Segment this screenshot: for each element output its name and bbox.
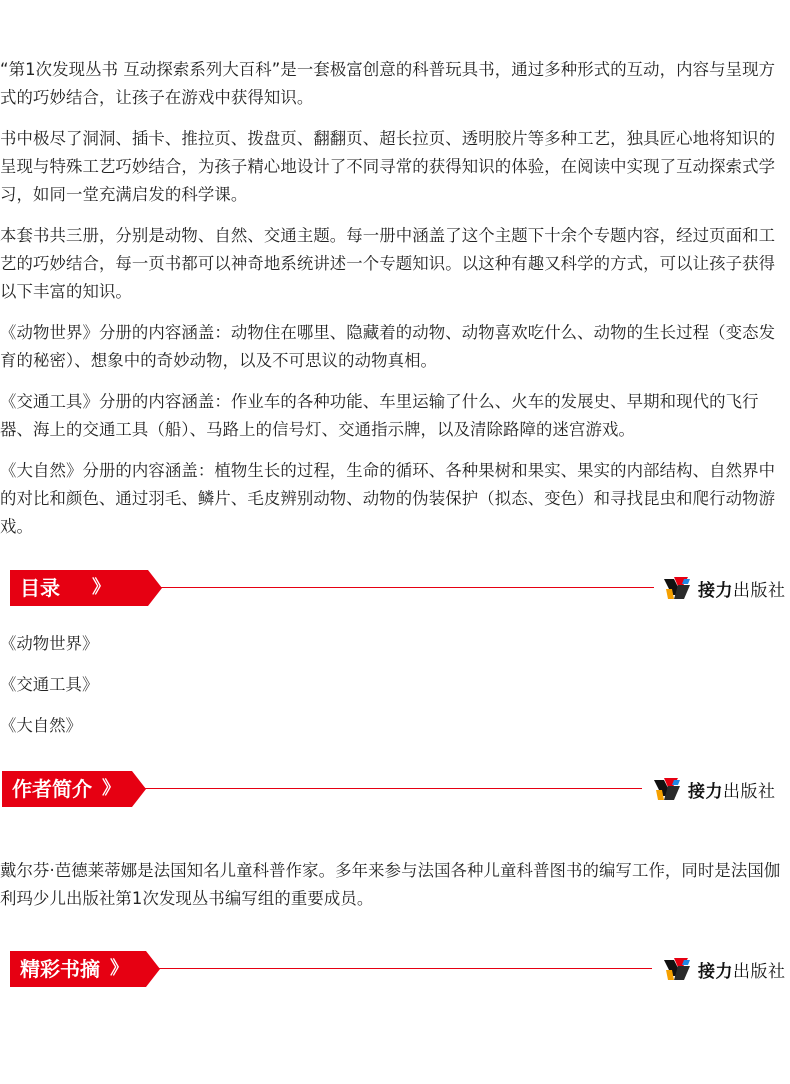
section-title-toc: 目录 (20, 576, 60, 600)
jieli-publisher-logo-icon (652, 776, 682, 802)
publisher-brand (662, 572, 786, 604)
publisher-brand (652, 773, 776, 805)
section-divider-line (150, 968, 652, 969)
section-header-author (0, 769, 790, 809)
publisher-name: 接力出版社 (688, 781, 776, 802)
ribbon-arrow-tip (146, 951, 160, 987)
intro-paragraph-1: “第1次发现丛书 互动探索系列大百科”是一套极富创意的科普玩具书，通过多种形式的互动，内容与呈现方式的巧妙结合，让孩子在游戏中获得知识。 (0, 60, 776, 107)
section-divider-line (150, 587, 654, 588)
table-of-contents (0, 630, 400, 753)
ribbon-arrow-tip (148, 570, 162, 606)
section-header-excerpt (0, 949, 790, 989)
section-divider-line (142, 788, 642, 789)
double-chevron-icon: 》 (110, 958, 124, 979)
toc-item: 《动物世界》 (0, 634, 99, 653)
section-title-excerpt: 精彩书摘 (20, 957, 100, 981)
section-ribbon-body (10, 951, 146, 987)
intro-paragraph-3: 本套书共三册，分别是动物、自然、交通主题。每一册中涵盖了这个主题下十余个专题内容，经过页面和工艺的巧妙结合，每一页书都可以神奇地系统讲述一个专题知识。以这种有趣又科学的方式，可以让孩子获得以下丰富的知识。 (0, 226, 776, 301)
double-chevron-icon: 》 (92, 577, 106, 598)
publisher-brand (662, 953, 786, 985)
jieli-publisher-logo-icon (662, 956, 692, 982)
author-paragraph: 戴尔芬·芭德莱蒂娜是法国知名儿童科普作家。多年来参与法国各种儿童科普图书的编写工作，同时是法国伽利玛少儿出版社第1次发现丛书编写组的重要成员。 (0, 861, 781, 908)
section-title-author: 作者简介 (12, 777, 92, 801)
publisher-name: 接力出版社 (698, 580, 786, 601)
section-ribbon (10, 570, 162, 606)
intro-paragraph-2: 书中极尽了洞洞、插卡、推拉页、拨盘页、翻翻页、超长拉页、透明胶片等多种工艺，独具匠心地将知识的呈现与特殊工艺巧妙结合，为孩子精心地设计了不同寻常的获得知识的体验，在阅读中实现了互动探索式学习，如同一堂充满启发的科学课。 (0, 129, 776, 204)
double-chevron-icon: 》 (102, 778, 116, 799)
publisher-name: 接力出版社 (698, 961, 786, 982)
intro-paragraph-6: 《大自然》分册的内容涵盖：植物生长的过程，生命的循环、各种果树和果实、果实的内部结构、自然界中的对比和颜色、通过羽毛、鳞片、毛皮辨别动物、动物的伪装保护（拟态、变色）和寻找昆虫和爬行动物游戏。 (0, 461, 776, 536)
toc-item: 《交通工具》 (0, 675, 99, 694)
section-ribbon-body (2, 771, 132, 807)
jieli-publisher-logo-icon (662, 575, 692, 601)
book-introduction (0, 56, 788, 554)
toc-item: 《大自然》 (0, 716, 82, 735)
author-introduction (0, 857, 788, 926)
intro-paragraph-5: 《交通工具》分册的内容涵盖：作业车的各种功能、车里运输了什么、火车的发展史、早期和现代的飞行器、海上的交通工具（船）、马路上的信号灯、交通指示牌，以及清除路障的迷宫游戏。 (0, 392, 759, 439)
section-header-toc (0, 568, 790, 608)
section-ribbon (2, 771, 146, 807)
section-ribbon (10, 951, 160, 987)
section-ribbon-body (10, 570, 148, 606)
intro-paragraph-4: 《动物世界》分册的内容涵盖：动物住在哪里、隐藏着的动物、动物喜欢吃什么、动物的生长过程（变态发育的秘密）、想象中的奇妙动物，以及不可思议的动物真相。 (0, 323, 776, 370)
ribbon-arrow-tip (132, 771, 146, 807)
